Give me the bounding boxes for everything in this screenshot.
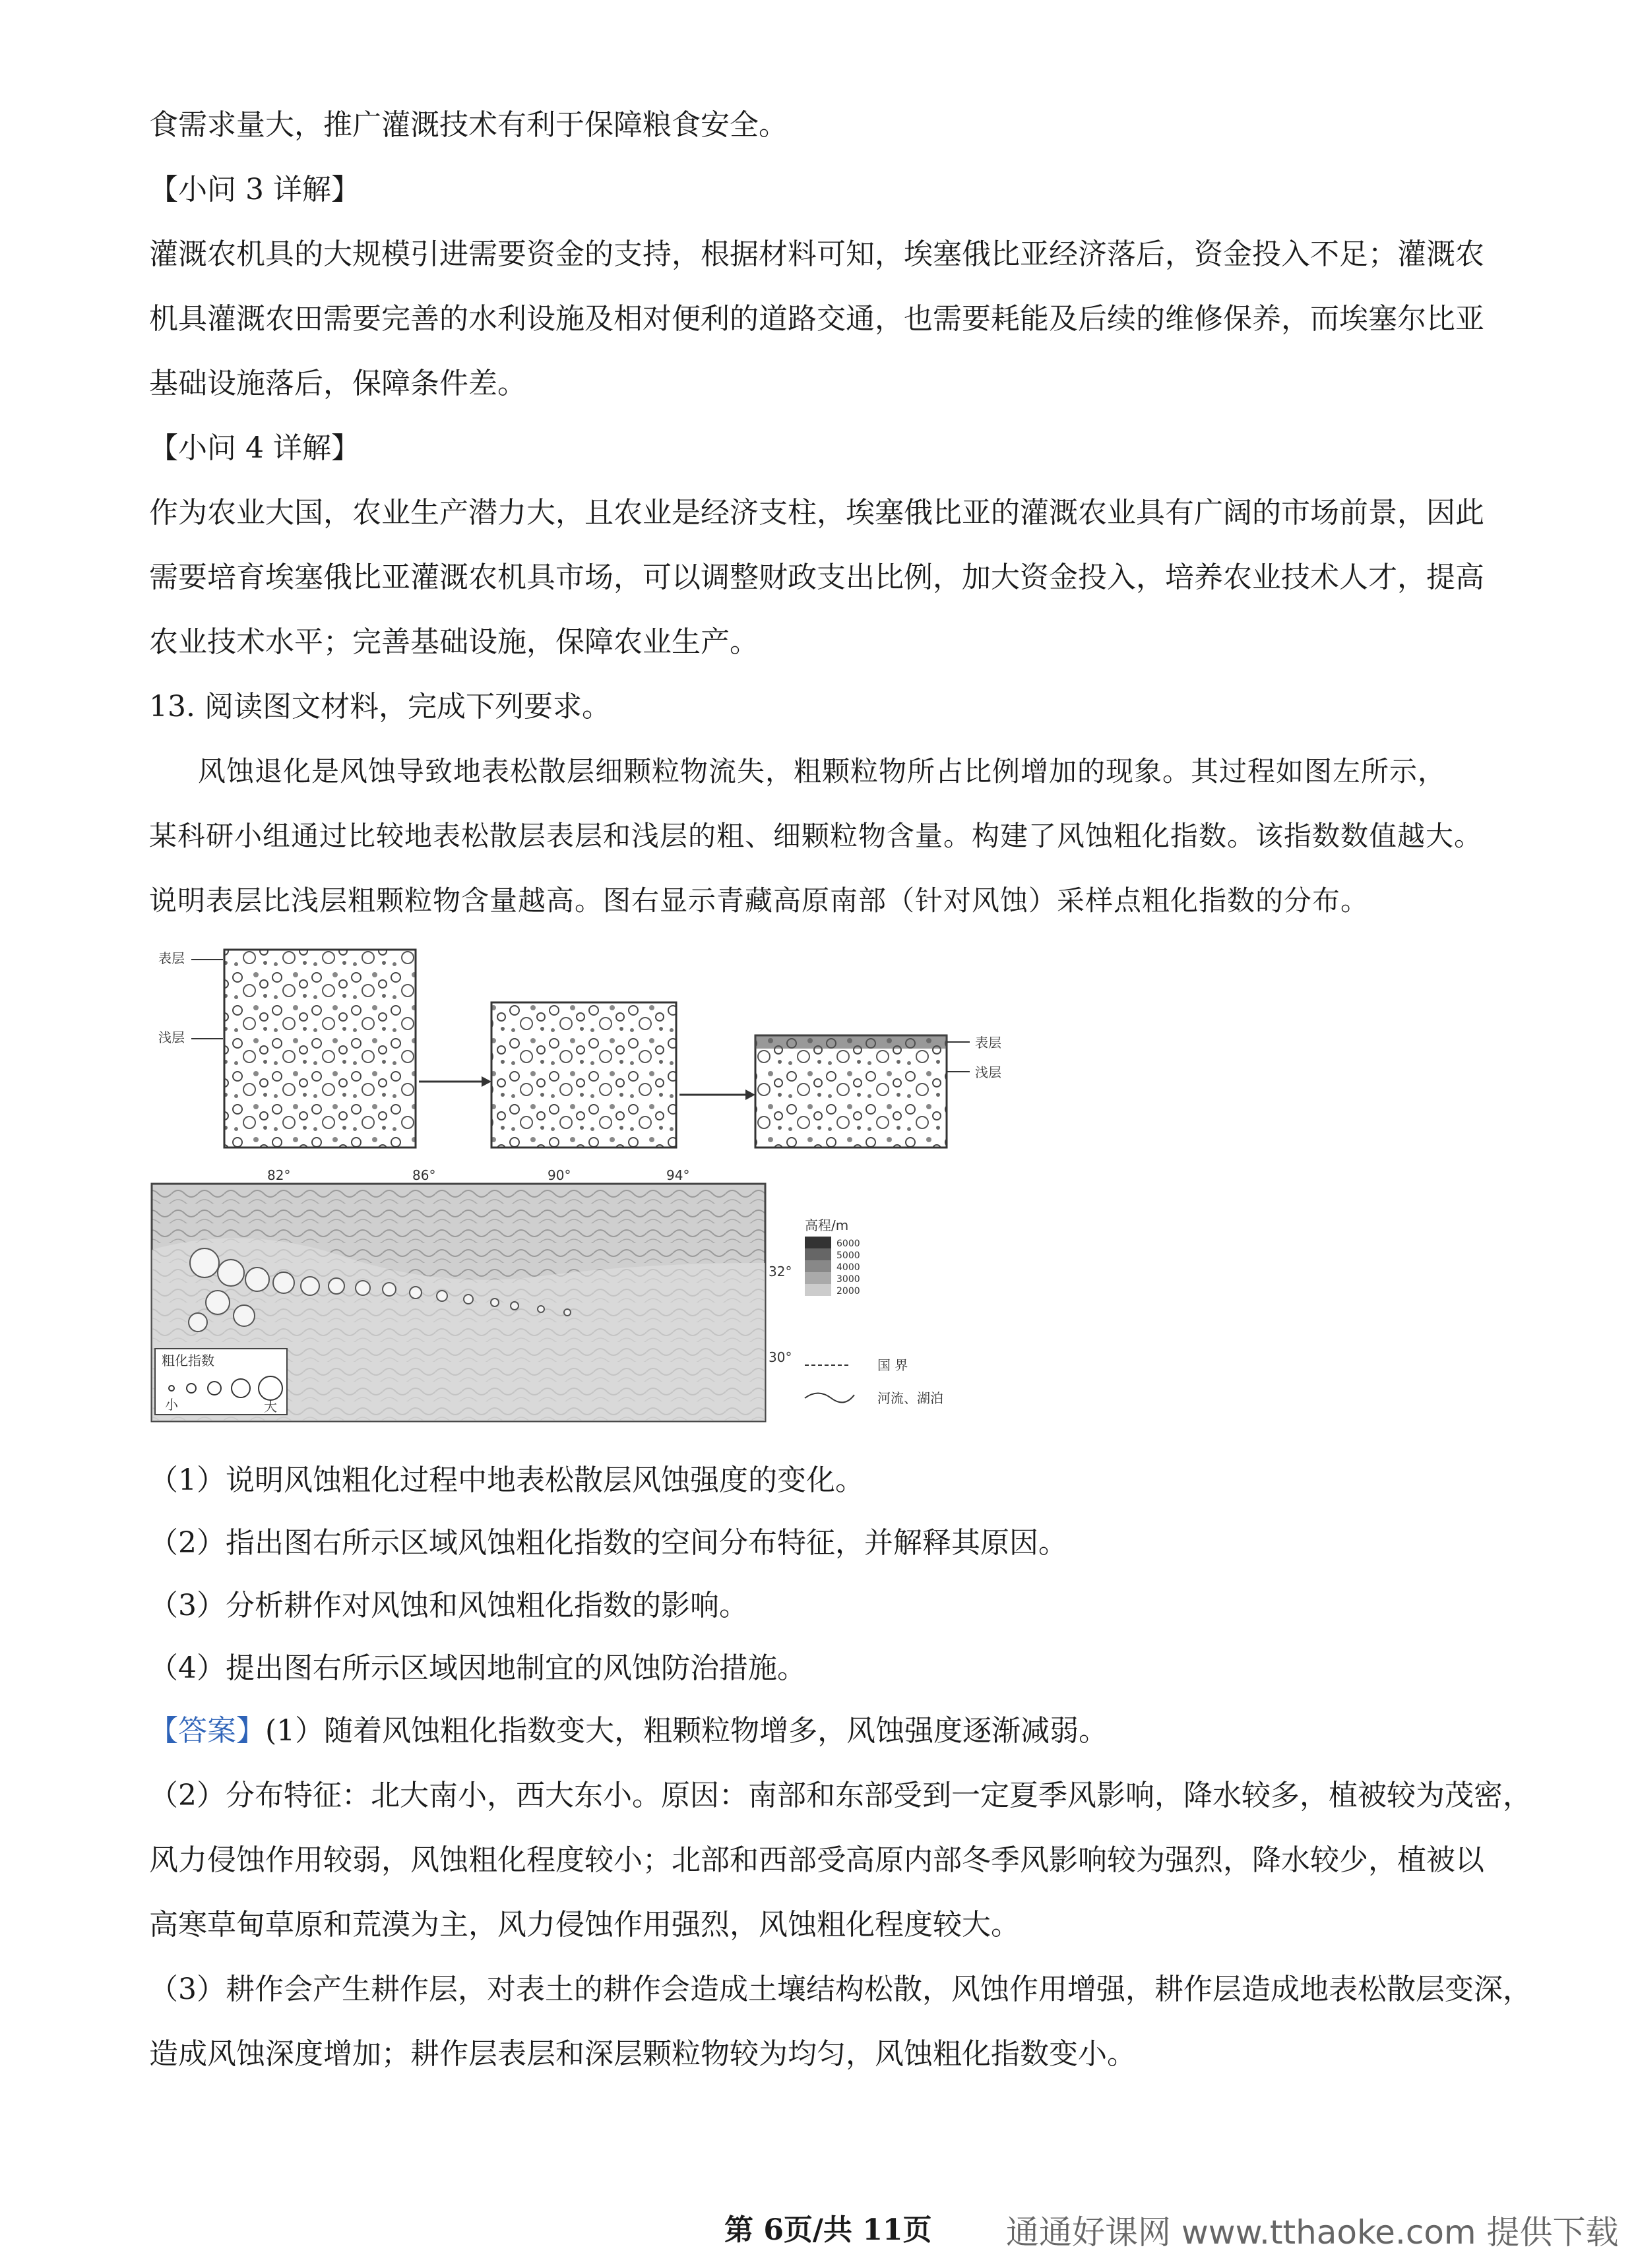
legend-elev-value: 5000 xyxy=(836,1250,860,1261)
legend-river: 河流、湖泊 xyxy=(877,1390,943,1406)
text-line: 灌溉农机具的大规模引进需要资金的支持，根据材料可知，埃塞俄比亚经济落后，资金投入不足；灌溉农 xyxy=(149,237,1484,271)
answer-tag: 【答案】 xyxy=(149,1714,265,1748)
shallow-layer-label: 浅层 xyxy=(975,1064,1001,1080)
latitude-label: 30° xyxy=(769,1349,792,1365)
text-line: 需要培育埃塞俄比亚灌溉农机具市场，可以调整财政支出比例，加大资金投入，培养农业技术人才，提高 xyxy=(149,561,1484,594)
surface-layer-label: 表层 xyxy=(975,1035,1001,1051)
text-line: 机具灌溉农田需要完善的水利设施及相对便利的道路交通，也需要耗能及后续的维修保养，而埃塞尔比亚 xyxy=(149,302,1484,336)
soil-box-middle xyxy=(491,1002,676,1148)
section-heading: 【小问 3 详解】 xyxy=(149,173,360,206)
section-heading: 【小问 4 详解】 xyxy=(149,431,360,465)
question-item: （2）指出图右所示区域风蚀粗化指数的空间分布特征，并解释其原因。 xyxy=(149,1526,1067,1560)
question-title: 13. 阅读图文材料，完成下列要求。 xyxy=(149,690,611,723)
text-line: 作为农业大国，农业生产潜力大，且农业是经济支柱，埃塞俄比亚的灌溉农业具有广阔的市场前景，因此 xyxy=(149,496,1484,530)
text-line: 农业技术水平；完善基础设施，保障农业生产。 xyxy=(149,625,759,659)
shallow-layer-label: 浅层 xyxy=(158,1029,185,1045)
legend-elev-title: 高程/m xyxy=(805,1217,849,1233)
question-item: （4）提出图右所示区域因地制宜的风蚀防治措施。 xyxy=(149,1651,806,1685)
material-line: 说明表层比浅层粗颗粒物含量越高。图右显示青藏高原南部（针对风蚀）采样点粗化指数的分布。 xyxy=(149,884,1369,917)
soil-box-initial xyxy=(224,950,416,1148)
question-item: （3）分析耕作对风蚀和风蚀粗化指数的影响。 xyxy=(149,1589,748,1622)
material-line: 某科研小组通过比较地表松散层表层和浅层的粗、细颗粒物含量。构建了风蚀粗化指数。该指数数值越大。 xyxy=(149,820,1483,852)
legend-border: 国 界 xyxy=(877,1357,908,1373)
legend-elev-value: 6000 xyxy=(836,1239,860,1249)
longitude-label: 90° xyxy=(548,1167,571,1183)
legend-index-large: 大 xyxy=(264,1399,277,1415)
coarsening-index-map xyxy=(145,1164,1016,1430)
soil-process-figure xyxy=(152,936,1075,1157)
answer-line: 造成风蚀深度增加；耕作层表层和深层颗粒物较为均匀，风蚀粗化指数变小。 xyxy=(149,2037,1136,2071)
legend-index-title: 粗化指数 xyxy=(162,1353,214,1368)
legend-index-small: 小 xyxy=(165,1397,178,1413)
soil-box-coarsened xyxy=(755,1035,947,1148)
page-number: 第 6页/共 11页 xyxy=(724,2213,932,2247)
legend-elev-value: 2000 xyxy=(836,1286,860,1297)
answer-text: (1）随着风蚀粗化指数变大，粗颗粒物增多，风蚀强度逐渐减弱。 xyxy=(265,1714,1108,1748)
surface-layer-label: 表层 xyxy=(158,950,185,966)
answer-line: 高寒草甸草原和荒漠为主，风力侵蚀作用强烈，风蚀粗化程度较大。 xyxy=(149,1908,1020,1942)
latitude-label: 32° xyxy=(769,1264,792,1279)
question-item: （1）说明风蚀粗化过程中地表松散层风蚀强度的变化。 xyxy=(149,1463,864,1497)
legend-elev-value: 3000 xyxy=(836,1274,860,1285)
longitude-label: 94° xyxy=(666,1167,690,1183)
answer-line: （3）耕作会产生耕作层，对表土的耕作会造成土壤结构松散，风蚀作用增强，耕作层造成地表松散层变深， xyxy=(149,1973,1532,2006)
text-line: 基础设施落后，保障条件差。 xyxy=(149,367,526,400)
answer-line xyxy=(149,1711,1108,1751)
longitude-label: 82° xyxy=(267,1167,291,1183)
watermark-text: 通通好课网 www.tthaoke.com 提供下载 xyxy=(1006,2213,1619,2252)
longitude-label: 86° xyxy=(412,1167,436,1183)
answer-line: （2）分布特征：北大南小，西大东小。原因：南部和东部受到一定夏季风影响，降水较多，植被较为茂密， xyxy=(149,1779,1532,1812)
text-line: 食需求量大，推广灌溉技术有利于保障粮食安全。 xyxy=(149,108,788,142)
answer-line: 风力侵蚀作用较弱，风蚀粗化程度较小；北部和西部受高原内部冬季风影响较为强烈，降水较少，植被以 xyxy=(149,1843,1484,1877)
legend-elev-value: 4000 xyxy=(836,1262,860,1273)
material-line: 风蚀退化是风蚀导致地表松散层细颗粒物流失，粗颗粒物所占比例增加的现象。其过程如图左所示， xyxy=(198,755,1447,787)
